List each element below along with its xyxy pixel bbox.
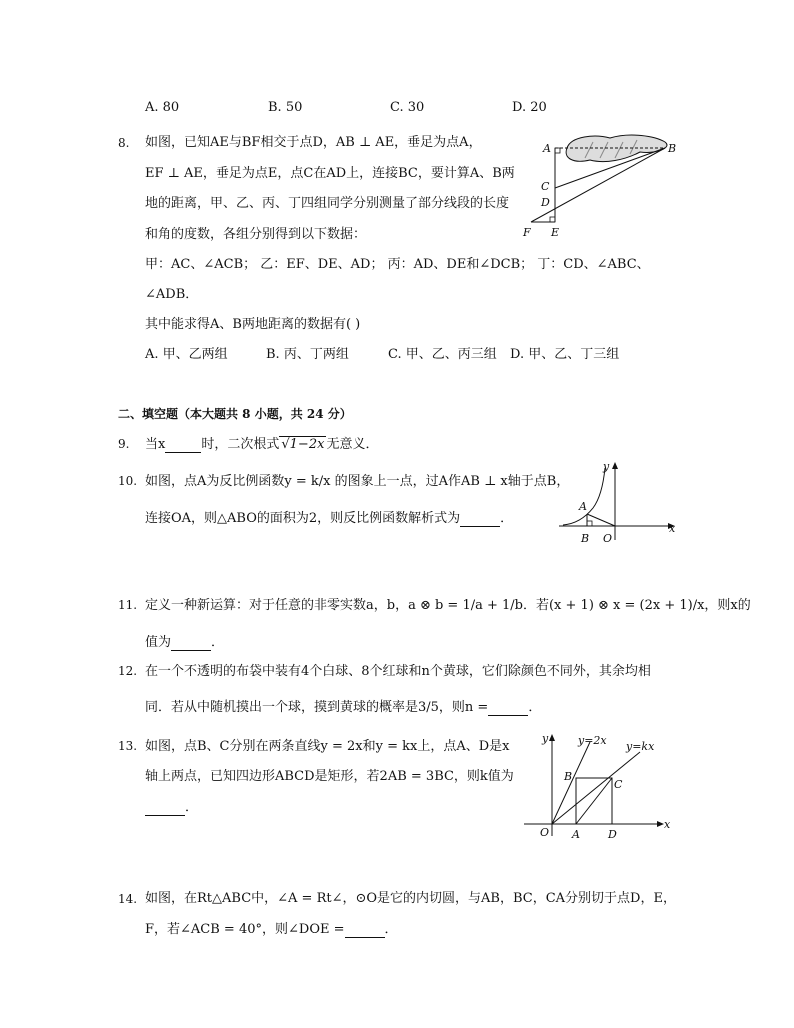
q8-option-d: D. 甲、乙、丁三组 <box>510 347 620 362</box>
q13-line-3 <box>145 796 198 816</box>
q10-label-o: O <box>603 532 613 545</box>
q11-line-1: 定义一种新运算：对于任意的非零实数a，b，a ⊗ b = 1/a + 1/b．若(x + 1) ⊗ x = (2x + 1)/x，则x的 <box>145 598 751 613</box>
q12-line-1: 在一个不透明的布袋中装有4个白球、8个红球和n个黄球，它们除颜色不同外，其余均相 <box>145 664 651 679</box>
q13-label-o: O <box>540 826 550 839</box>
q8-option-c: C. 甲、乙、丙三组 <box>388 347 497 362</box>
q13-label-c: C <box>614 778 623 791</box>
q8-line-2: EF ⊥ AE，垂足为点E，点C在AD上，连接BC，要计算A、B两 <box>145 166 515 181</box>
q13-line-2: 轴上两点，已知四边形ABCD是矩形，若2AB = 3BC，则k值为 <box>145 769 514 784</box>
q8-label-e: E <box>551 226 560 239</box>
q13-label-y2x: y=2x <box>578 734 607 747</box>
q12-number: 12. <box>118 664 138 678</box>
q13-label-a: A <box>572 828 580 841</box>
q14-blank <box>345 922 385 938</box>
q12-blank <box>488 700 528 716</box>
q8-label-b: B <box>668 142 677 155</box>
q14-line-2-post: ． <box>384 922 398 937</box>
q7-option-b: B. 50 <box>268 100 303 115</box>
q9-pre: 当x <box>145 437 166 452</box>
q9-post: 无意义． <box>326 437 379 452</box>
q8-number: 8. <box>118 136 130 150</box>
q8-line-3: 地的距离，甲、乙、丙、丁四组同学分别测量了部分线段的长度 <box>145 196 510 211</box>
q13-label-x: x <box>664 818 671 831</box>
q10-line-2-post: ． <box>500 511 514 526</box>
q8-line-6: ∠ADB． <box>145 287 199 302</box>
q8-label-a: A <box>543 142 551 155</box>
q13-label-y: y <box>542 732 549 745</box>
q11-blank <box>171 635 211 651</box>
section-2-heading: 二、填空题（本大题共 8 小题，共 24 分） <box>118 407 352 421</box>
q13-blank <box>145 800 185 816</box>
q9-radicand: 1−2x <box>289 437 325 452</box>
q11-line-2 <box>145 631 224 651</box>
q12-line-2-post: ． <box>528 700 542 715</box>
q8-line-7: 其中能求得A、B两地距离的数据有( ) <box>145 317 361 332</box>
q14-line-1: 如图，在Rt△ABC中，∠A = Rt∠，⊙O是它的内切圆，与AB，BC，CA分别切于点D，E， <box>145 891 676 906</box>
q11-line-2-post: ． <box>211 635 225 650</box>
q8-option-a: A. 甲、乙两组 <box>145 347 228 362</box>
q13-label-b: B <box>564 770 573 783</box>
q10-blank <box>460 511 500 527</box>
q10-label-y: y <box>603 460 610 473</box>
q10-line-1: 如图，点A为反比例函数y = k/x 的图象上一点，过A作AB ⊥ x轴于点B， <box>145 474 570 489</box>
q8-label-d: D <box>541 196 550 209</box>
q8-label-f: F <box>523 226 531 239</box>
q10-figure <box>555 458 685 548</box>
q10-label-x: x <box>669 522 676 535</box>
q8-line-4: 和角的度数，各组分别得到以下数据： <box>145 227 367 242</box>
q9-text: 当x 时，二次根式 √1−2x 无意义． <box>145 437 379 452</box>
q11-number: 11. <box>118 598 138 612</box>
q13-figure <box>520 728 680 844</box>
q14-line-2-pre: F，若∠ACB = 40°，则∠DOE = <box>145 922 345 937</box>
q9-blank <box>165 437 201 453</box>
q8-figure <box>515 128 685 240</box>
q9-mid: 时，二次根式 <box>201 437 280 452</box>
q12-line-2-pre: 同．若从中随机摸出一个球，摸到黄球的概率是3/5，则n = <box>145 700 489 715</box>
q10-line-2-pre: 连接OA，则△ABO的面积为2，则反比例函数解析式为 <box>145 511 461 526</box>
q10-label-b: B <box>581 532 590 545</box>
q8-option-b: B. 丙、丁两组 <box>266 347 349 362</box>
q10-label-a: A <box>579 500 587 513</box>
q11-line-2-pre: 值为 <box>145 635 172 650</box>
q7-option-d: D. 20 <box>512 100 547 115</box>
q13-line-1: 如图，点B、C分别在两条直线y = 2x和y = kx上，点A、D是x <box>145 739 510 754</box>
q7-option-c: C. 30 <box>390 100 425 115</box>
q9-number: 9. <box>118 437 130 451</box>
q8-line-5: 甲：AC、∠ACB； 乙：EF、DE、AD； 丙：AD、DE和∠DCB； 丁：CD、∠ABC、 <box>145 257 650 272</box>
q7-option-a: A. 80 <box>145 100 180 115</box>
q10-number: 10. <box>118 474 138 488</box>
q14-line-2 <box>145 918 398 938</box>
q12-line-2 <box>145 696 541 716</box>
q14-number: 14. <box>118 892 138 906</box>
q8-line-1: 如图，已知AE与BF相交于点D，AB ⊥ AE，垂足为点A， <box>145 135 482 150</box>
q8-label-c: C <box>541 180 550 193</box>
q13-line-3-post: ． <box>185 800 199 815</box>
q13-label-ykx: y=kx <box>626 740 655 753</box>
q13-number: 13. <box>118 739 138 753</box>
q13-label-d: D <box>608 828 617 841</box>
q10-line-2 <box>145 507 513 527</box>
